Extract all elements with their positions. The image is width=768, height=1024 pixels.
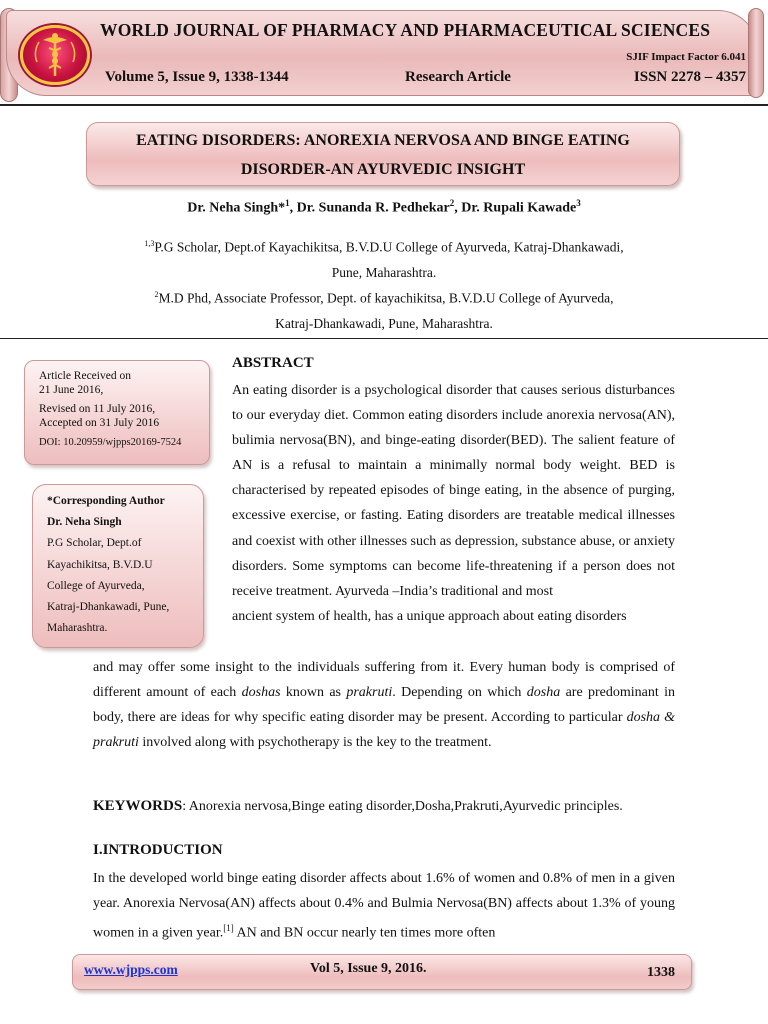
abstract-text: are predominant in body, there are ideas for why specific eating disorder may be present. According to particular xyxy=(93,685,675,726)
introduction-text: AN and BN occur nearly ten times more often xyxy=(233,925,496,941)
website-link[interactable]: www.wjpps.com xyxy=(84,962,178,977)
corresponding-name: Dr. Neha Singh xyxy=(47,516,122,529)
received-label: Article Received on xyxy=(39,370,131,382)
received-date: 21 June 2016, xyxy=(39,383,104,396)
abstract-term: doshas xyxy=(241,685,281,701)
author-list xyxy=(0,198,768,217)
accepted-date: Accepted on 31 July 2016 xyxy=(39,416,160,429)
corresponding-line: P.G Scholar, Dept.of xyxy=(47,537,142,550)
section-divider xyxy=(0,338,768,339)
author-affiliation-mark: 3 xyxy=(576,198,581,208)
author-separator: , xyxy=(289,200,297,216)
author-name: Dr. Rupali Kawade xyxy=(461,200,577,216)
affiliation-text: M.D Phd, Associate Professor, Dept. of kayachikitsa, B.V.D.U College of Ayurveda, xyxy=(158,290,614,306)
introduction-heading: I.INTRODUCTION xyxy=(93,842,223,858)
keywords-text: : Anorexia nervosa,Binge eating disorder,Dosha,Prakruti,Ayurvedic principles. xyxy=(182,799,623,814)
abstract-paragraph: An eating disorder is a psychological disorder that causes serious disturbances to our everyday diet. Common eating disorders include anorexia nervosa(AN), bulimia nervosa(BN), and binge-eating disorder(BED). The salient feature of AN is a refusal to maintain a minimally normal body weight. BED is characterised by repeated episodes of binge eating, in the absence of purging, excessive exercise, or fasting. Eating disorders are treatable medical illnesses and coexist with other illnesses such as depression, substance abuse, or anxiety disorders. Some symptoms can become life-threatening if a person does not receive treatment. Ayurveda –India’s traditional and most xyxy=(232,383,675,599)
introduction-paragraph xyxy=(93,866,675,946)
citation-ref[interactable]: [1] xyxy=(223,923,234,934)
abstract-term: dosha & prakruti xyxy=(93,710,675,751)
abstract-text: and may offer some insight to the individuals suffering from it. Every human body is comprised of different amount of each xyxy=(93,660,675,701)
abstract-continued xyxy=(93,655,675,755)
keywords xyxy=(93,798,693,815)
abstract-text: . Depending on which xyxy=(392,685,527,701)
caduceus-icon xyxy=(20,25,90,85)
affiliation-1 xyxy=(0,231,768,285)
corresponding-line: Katraj-Dhankawadi, Pune, xyxy=(47,601,170,614)
corresponding-line: College of Ayurveda, xyxy=(47,579,145,592)
affiliation-mark: 2 xyxy=(154,290,159,299)
affiliation-text: Pune, Maharashtra. xyxy=(331,264,437,280)
author-affiliation-mark: 1 xyxy=(285,198,290,208)
caduceus-icon-graphic xyxy=(23,28,87,82)
revised-date: Revised on 11 July 2016, xyxy=(39,403,156,415)
abstract-text: involved along with psychotherapy is the key to the treatment. xyxy=(138,735,492,751)
journal-title: WORLD JOURNAL OF PHARMACY AND PHARMACEUTICAL SCIENCES xyxy=(100,20,711,40)
abstract-column xyxy=(232,378,675,629)
author-separator: , xyxy=(454,200,462,216)
keywords-label: KEYWORDS xyxy=(93,798,183,814)
affiliation-text: P.G Scholar, Dept.of Kayachikitsa, B.V.D.U College of Ayurveda, Katraj-Dhankawadi, xyxy=(154,239,624,255)
corresponding-line: Kayachikitsa, B.V.D.U xyxy=(47,558,153,571)
abstract-heading: ABSTRACT xyxy=(232,355,314,371)
introduction-text: In the developed world binge eating disorder affects about 1.6% of women and 0.8% of men in a given year. Anorexia Nervosa(AN) affects about 0.4% and Bulmia Nervosa(BN) affects about 1.3% of young women in a given year. xyxy=(93,871,675,941)
footer-volume: Vol 5, Issue 9, 2016. xyxy=(310,961,427,976)
page-number: 1338 xyxy=(647,965,675,980)
affiliation-text: Katraj-Dhankawadi, Pune, Maharashtra. xyxy=(275,315,493,331)
paper-title xyxy=(86,122,680,186)
volume-issue: Volume 5, Issue 9, 1338-1344 xyxy=(105,69,289,85)
impact-factor: SJIF Impact Factor 6.041 xyxy=(626,51,746,63)
paper-title-line2: DISORDER-AN AYURVEDIC INSIGHT xyxy=(240,161,526,178)
banner-scroll-right xyxy=(748,8,764,98)
abstract-term: prakruti xyxy=(346,685,393,701)
author-affiliation-mark: 2 xyxy=(449,198,455,208)
author-name: Dr. Sunanda R. Pedhekar xyxy=(296,200,450,216)
corresponding-heading: *Corresponding Author xyxy=(47,495,165,507)
article-type: Research Article xyxy=(405,69,511,85)
affiliation-2 xyxy=(0,282,768,336)
doi[interactable]: DOI: 10.20959/wjpps20169-7524 xyxy=(39,437,182,448)
page-footer xyxy=(72,954,692,990)
abstract-term: dosha xyxy=(526,685,561,701)
abstract-text: known as xyxy=(280,685,347,701)
corresponding-line: Maharashtra. xyxy=(47,622,108,635)
article-info-box xyxy=(24,360,210,465)
abstract-paragraph-last-line: ancient system of health, has a unique approach about eating disorders xyxy=(232,608,627,624)
header-divider xyxy=(0,104,768,106)
corresponding-author-box xyxy=(32,484,204,648)
paper-title-line1: EATING DISORDERS: ANOREXIA NERVOSA AND BINGE EATING xyxy=(136,132,630,149)
affiliation-mark: 1,3 xyxy=(144,239,155,248)
issn: ISSN 2278 – 4357 xyxy=(633,69,746,85)
author-name: Dr. Neha Singh* xyxy=(187,200,286,216)
